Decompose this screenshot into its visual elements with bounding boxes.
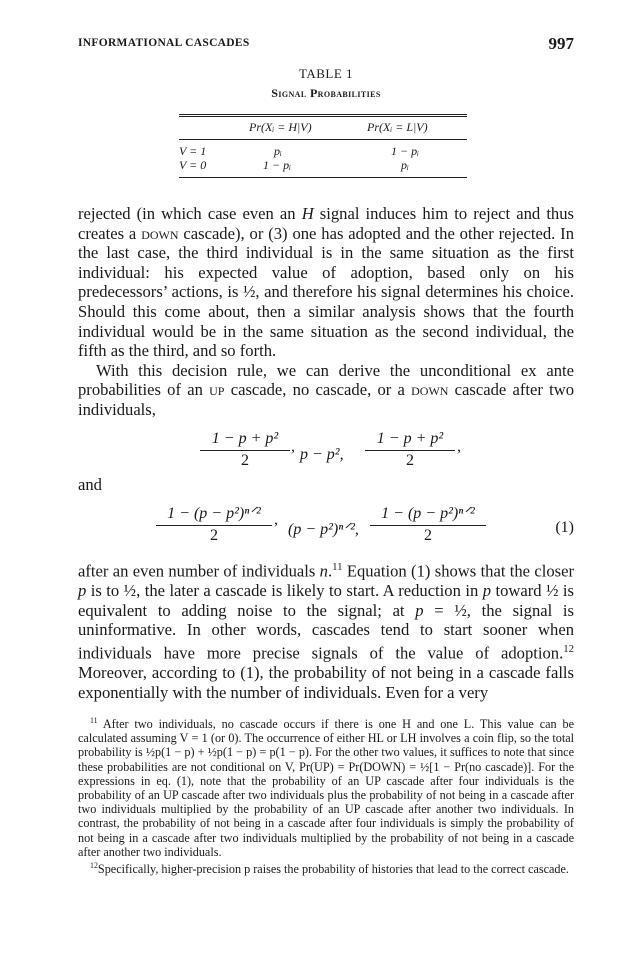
footnote-ref-11: 11 (332, 561, 343, 573)
footnote-ref-12: 12 (563, 642, 574, 655)
table-title: Signal Probabilities (271, 86, 381, 100)
table-bottom-rule (179, 177, 467, 178)
word-and: and (78, 475, 102, 494)
paragraph-2: With this decision rule, we can derive the unconditional ex ante probabilities of an up cascade, no cascade, or a down cascade after two individuals, (78, 360, 574, 419)
paragraph-1: rejected (in which case even an H signal induces him to reject and thus creates a down cascade), or (3) one has adopted and the other rejected. In the last case, the third individual is in the same situation as the first individual: his expected value of adoption, based only on his predecessors’ actions, is ½, and therefore his signal determines his choice. Should this come about, then a similar analysis shows that the fourth individual would be in the same situation as the second individual, the fifth as the third, and so forth. (78, 204, 575, 361)
footnote-11: $^{11}$ After two individuals, no cascade occurs if there is one H and one L. This value can be calculated assuming V = 1 (or 0). The occurrence of either HL or LH involves a coin flip, so the total probability is ½p(1 − p) + ½p(1 − p) = p(1 − p). For the other two values, it suffices to note that since these probabilities are not conditional on V, Pr(UP) = Pr(DOWN) = ½[1 − Pr(no cascade)]. For the expressions in eq. (1), note that the probability of an UP cascade after four individuals is the probability of an UP cascade after two individuals plus the probability of not being in a cascade after two individuals multiplied by the probability of an UP cascade after another two individuals. In contrast, the probability of not being in a cascade after four individuals is simply the probability of not being in a cascade after two individuals multiplied by the probability of not being in a cascade after another two individuals. (78, 716, 574, 859)
formula-middle-n: (p − p²)ⁿᐟ², (288, 521, 359, 538)
row-label-v0: V = 0 (179, 158, 207, 172)
page-header (78, 34, 574, 54)
cell-v0-high: 1 − pᵢ (263, 158, 291, 172)
paragraph-3: after an even number of individuals n.$^{11}$ Equation (1) shows that the closer p is to ½, the later a cascade is likely to start. A reduction in p toward ½ is equivalent to adding noise to the signal; at p = ½, the signal is uninformative. In other words, cascades tend to start sooner when individuals have more precise signals of the value of adoption.$^{12}$ Moreover, according to (1), the probability of not being in a cascade falls exponentially with the number of individuals. Even for a very (78, 561, 575, 702)
fraction-down-n: 1 − (p − p²)ⁿᐟ² 2 (370, 503, 486, 545)
body-text-lower (78, 558, 574, 702)
equation-number: (1) (555, 519, 574, 536)
footnote-12: $^{12}$Specifically, higher-precision p raises the probability of histories that lead to the correct cascade. (90, 861, 569, 877)
cell-v1-high: pᵢ (274, 144, 282, 158)
fraction-up: 1 − p + p² 2 (200, 430, 290, 470)
fraction-up-n: 1 − (p − p²)ⁿᐟ² 2 (156, 503, 272, 545)
fraction-down: 1 − p + p² 2 (365, 430, 455, 470)
cell-v0-low: pᵢ (401, 158, 409, 172)
formula-two-individuals: 1 − p + p² 2 , p − p², 1 − p + p² 2 , (78, 430, 574, 474)
col-header-low: Pr(Xᵢ = L|V) (367, 120, 428, 134)
body-text-upper (78, 204, 574, 420)
running-head: INFORMATIONAL CASCADES (78, 37, 250, 49)
footnotes (78, 714, 574, 876)
page-number: 997 (548, 34, 574, 53)
table-label: TABLE 1 (298, 66, 354, 81)
col-header-high: Pr(Xᵢ = H|V) (249, 120, 312, 134)
table-top-rule (179, 114, 467, 115)
equation-1: 1 − (p − p²)ⁿᐟ² 2 , (p − p²)ⁿᐟ², 1 − (p − p²)ⁿᐟ² 2 (1) (78, 503, 574, 547)
cell-v1-low: 1 − pᵢ (391, 144, 419, 158)
formula-middle: p − p², (300, 446, 344, 463)
table-top-rule-double (179, 116, 467, 117)
row-label-v1: V = 1 (179, 144, 207, 158)
table-header-rule (179, 139, 467, 140)
